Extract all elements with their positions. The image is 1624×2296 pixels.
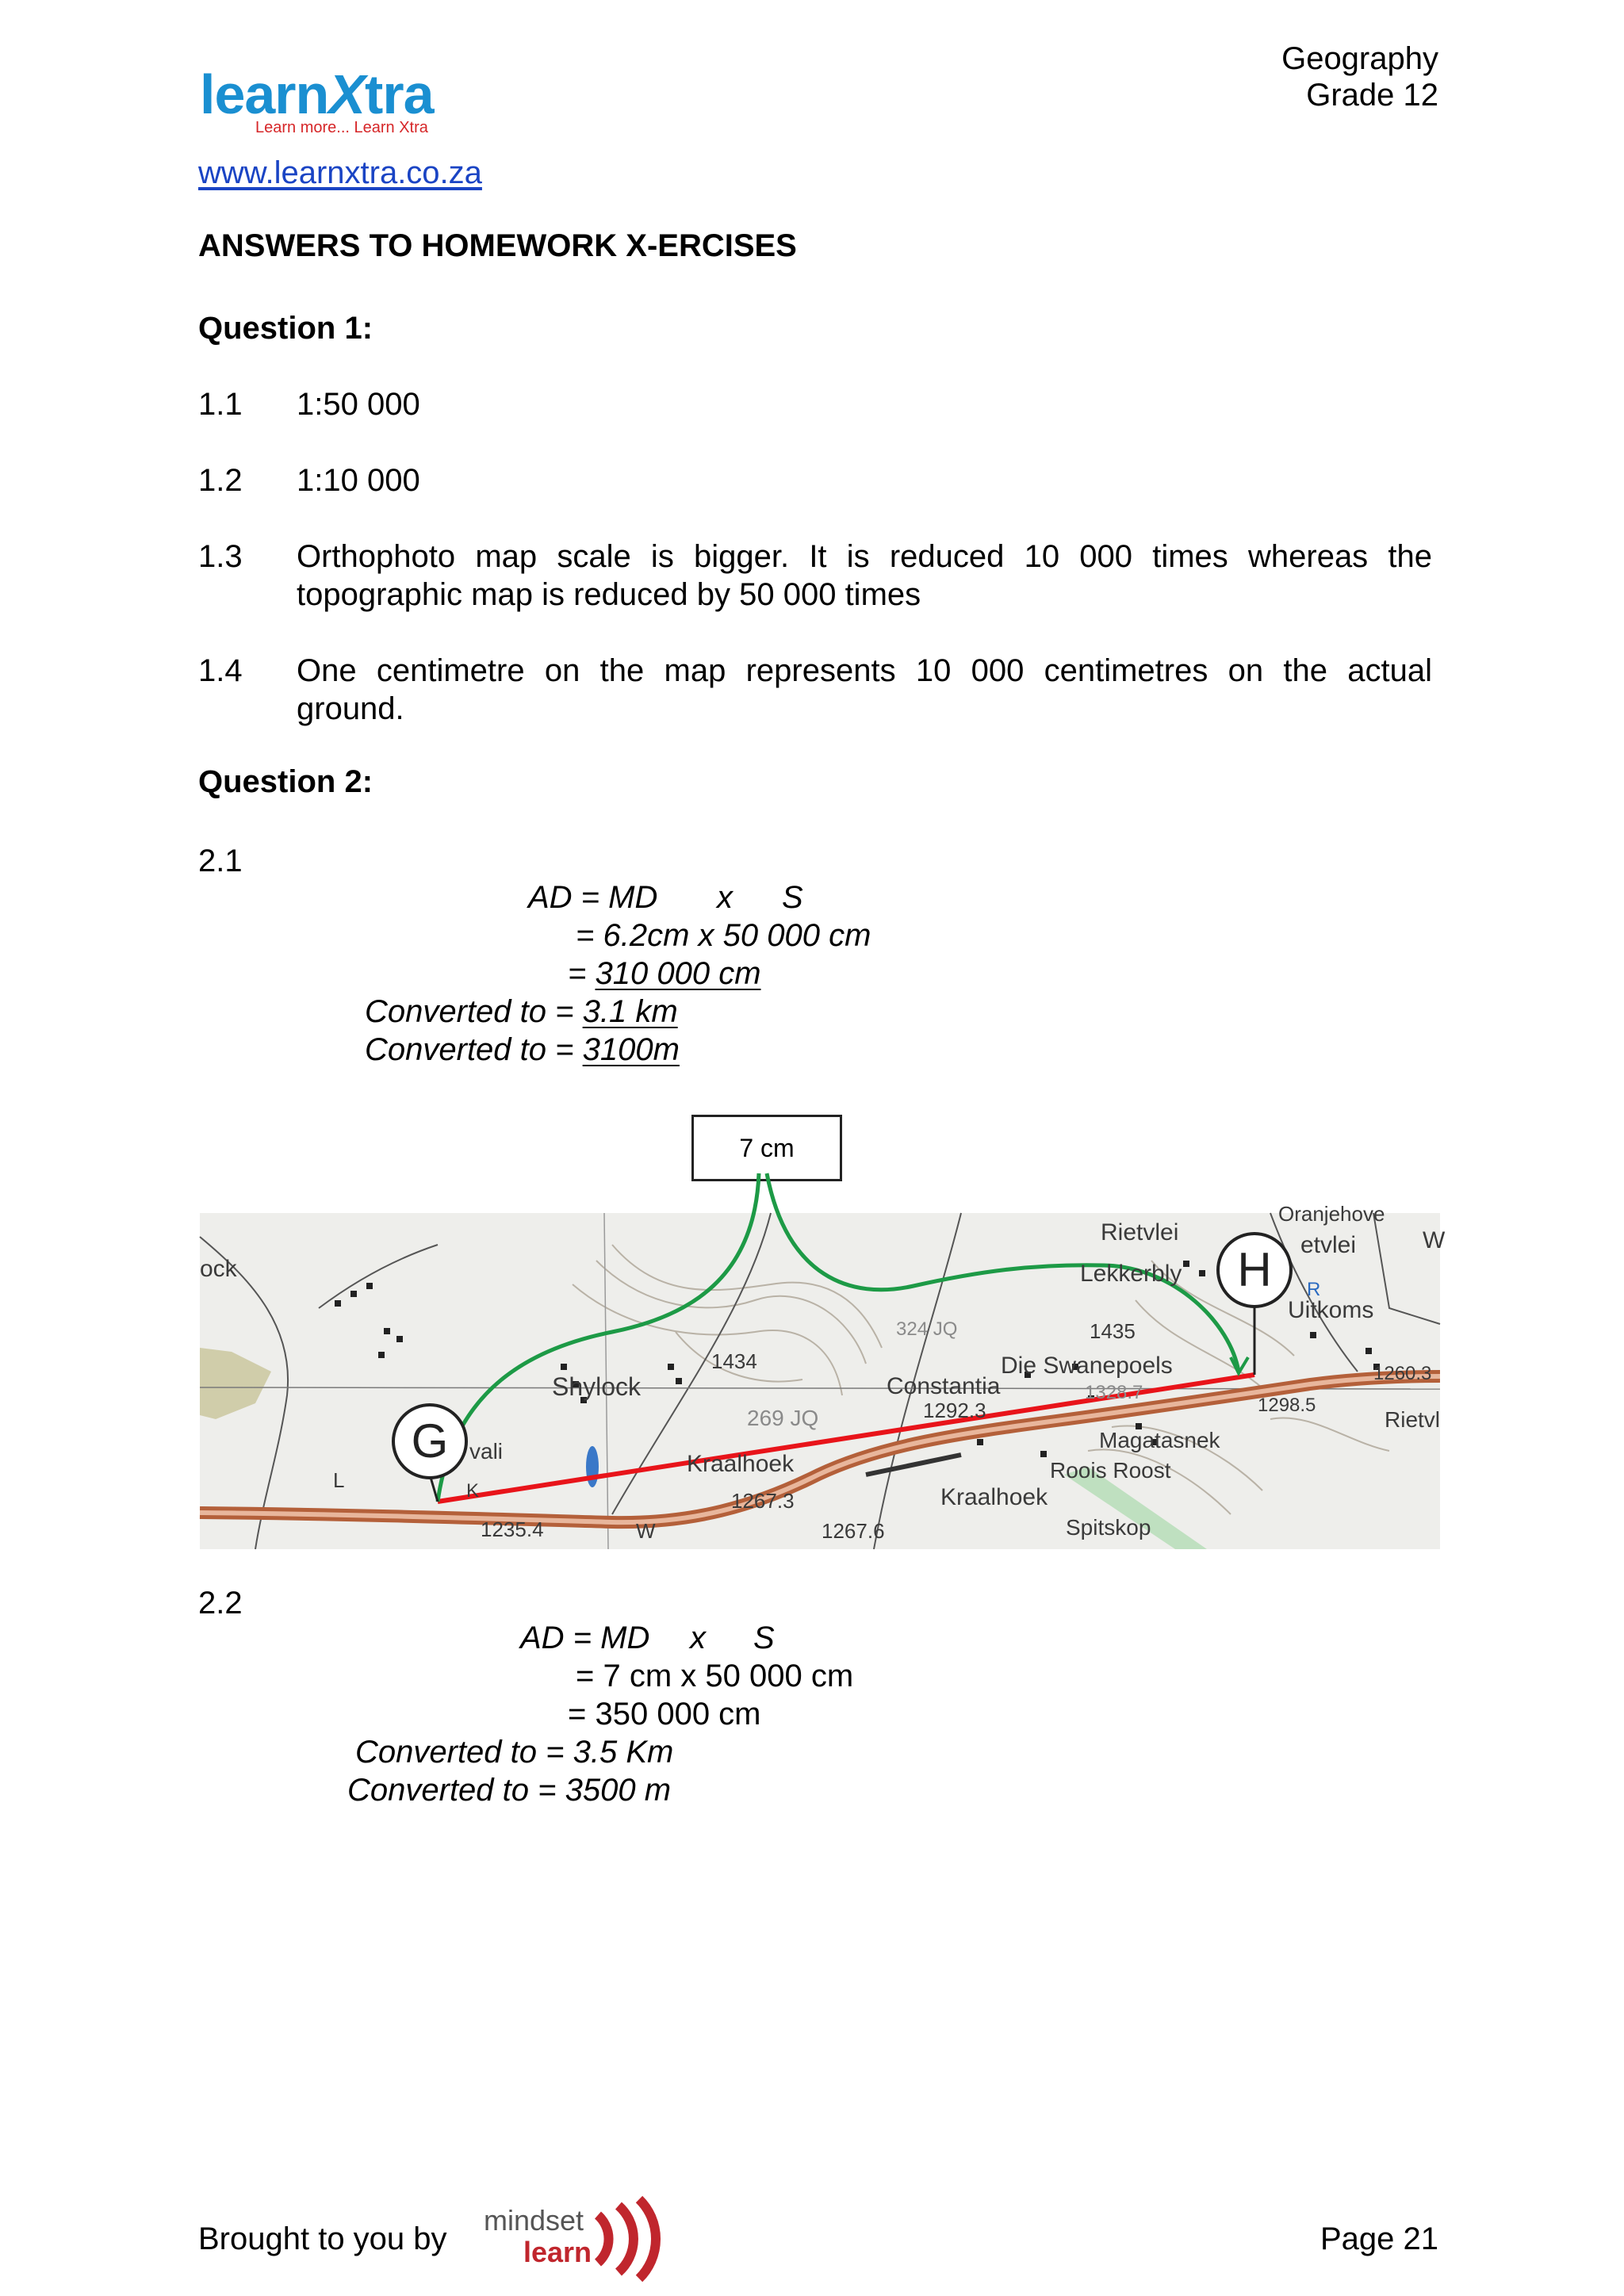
- q1-1-number: 1.1: [198, 387, 243, 422]
- label-magatasnek: Magatasnek: [1099, 1428, 1220, 1452]
- question-2-title: Question 2:: [198, 764, 373, 799]
- label-shylock: Shylock: [552, 1372, 642, 1401]
- q2-1-formula-ad: AD = MD: [528, 880, 658, 915]
- mindset-logo-top: mindset: [484, 2204, 584, 2237]
- q2-2-step2: = 350 000 cm: [568, 1697, 761, 1732]
- label-h1298-5: 1298.5: [1258, 1395, 1316, 1416]
- label-w2: W: [1423, 1227, 1446, 1253]
- q2-1-step2-val: 310 000 cm: [595, 956, 761, 991]
- measure-label-box: 7 cm: [691, 1115, 842, 1181]
- q2-1-number: 2.1: [198, 844, 243, 878]
- q1-2-number: 1.2: [198, 463, 243, 498]
- q1-2-answer: 1:10 000: [297, 463, 420, 498]
- marker-h-letter: H: [1237, 1243, 1272, 1296]
- label-h1328-7: 1328.7: [1085, 1382, 1143, 1403]
- label-h1235-4: 1235.4: [481, 1517, 544, 1541]
- label-swanepoels: Die Swanepoels: [1001, 1353, 1173, 1379]
- q2-2-conv2: Converted to = 3500 m: [347, 1773, 672, 1808]
- footer-brought-to-you: Brought to you by: [198, 2221, 447, 2256]
- q2-1-conv1-val: 3.1 km: [582, 994, 678, 1029]
- label-farm324: 324 JQ: [896, 1318, 958, 1340]
- q2-1-step2: [568, 955, 761, 993]
- learnxtra-logo: [200, 63, 469, 138]
- q2-2-number: 2.2: [198, 1586, 243, 1621]
- label-l: L: [333, 1468, 345, 1492]
- q2-1-conv1-label: Converted to =: [365, 994, 574, 1029]
- logo-word-right: tra: [365, 63, 434, 125]
- label-h1267-6: 1267.6: [822, 1519, 885, 1543]
- website-link[interactable]: www.learnxtra.co.za: [198, 155, 482, 190]
- q1-4-answer-line2: ground.: [297, 691, 404, 726]
- page-number: Page 21: [1320, 2221, 1438, 2256]
- label-ock: ock: [200, 1256, 237, 1282]
- label-rietvlei: Rietvlei: [1101, 1219, 1179, 1246]
- logo-word-x: X: [328, 63, 366, 125]
- marker-g-letter: G: [411, 1414, 449, 1468]
- label-constantia: Constantia: [887, 1373, 1001, 1399]
- q1-3-answer-line2: topographic map is reduced by 50 000 times: [297, 577, 921, 612]
- q2-2-formula-ad: AD = MD: [520, 1621, 650, 1655]
- q2-1-conv1: [365, 993, 678, 1031]
- label-w: W: [636, 1519, 656, 1543]
- label-h1435: 1435: [1090, 1319, 1136, 1343]
- q2-1-formula-s: S: [782, 880, 803, 915]
- label-h1260: 1260.3: [1373, 1363, 1432, 1384]
- label-uitkoms: Uitkoms: [1288, 1297, 1374, 1323]
- subject-label: Geography: [1281, 41, 1438, 76]
- label-rietvl: Rietvl: [1385, 1407, 1441, 1432]
- label-kraalhoek-1: Kraalhoek: [687, 1451, 795, 1477]
- q2-1-conv2-val: 3100m: [582, 1032, 680, 1067]
- small-dam: [586, 1446, 599, 1487]
- label-vali: vali: [469, 1439, 504, 1464]
- q2-1-step1: = 6.2cm x 50 000 cm: [576, 918, 871, 953]
- q1-1-answer: 1:50 000: [297, 387, 420, 422]
- q2-1-conv2-label: Converted to =: [365, 1032, 574, 1067]
- q1-3-answer-line1: Orthophoto map scale is bigger. It is reduced 10 000 times whereas the: [297, 539, 1432, 574]
- q2-1-conv2: [365, 1031, 680, 1069]
- label-etvlei: etvlei: [1300, 1232, 1357, 1258]
- q2-2-formula-x: x: [690, 1621, 706, 1655]
- question-1-title: Question 1:: [198, 311, 373, 346]
- q1-3-number: 1.3: [198, 539, 243, 574]
- mindset-logo-bottom: learn: [523, 2236, 592, 2268]
- label-roois-roost: Roois Roost: [1050, 1458, 1171, 1483]
- topographic-map-extract: [200, 1202, 1446, 1549]
- grade-label: Grade 12: [1306, 78, 1438, 113]
- q2-1-step2-eq: =: [568, 956, 587, 991]
- q1-4-number: 1.4: [198, 653, 243, 688]
- q1-4-answer-line1: One centimetre on the map represents 10 000 centimetres on the actual: [297, 653, 1432, 688]
- label-spitskop: Spitskop: [1066, 1515, 1151, 1540]
- label-h1434: 1434: [711, 1349, 757, 1373]
- label-farm269: 269 JQ: [747, 1406, 819, 1430]
- logo-tagline: Learn more... Learn Xtra: [255, 119, 428, 136]
- q2-1-formula-x: x: [717, 880, 733, 915]
- label-oranjehove: Oranjehove: [1278, 1202, 1385, 1226]
- mindset-logo-waves-icon: [590, 2199, 677, 2279]
- page-heading: ANSWERS TO HOMEWORK X-ERCISES: [198, 228, 797, 263]
- mindset-learn-logo: [484, 2196, 674, 2283]
- label-h1267-3: 1267.3: [731, 1489, 795, 1513]
- label-r: R: [1307, 1279, 1321, 1300]
- q2-2-formula-s: S: [753, 1621, 775, 1655]
- logo-word-left: learn: [200, 63, 329, 125]
- label-lekkerbly: Lekkerbly: [1080, 1261, 1182, 1287]
- label-h1292-3: 1292.3: [923, 1399, 986, 1422]
- q2-2-conv1: Converted to = 3.5 Km: [355, 1735, 674, 1770]
- label-kraalhoek-2: Kraalhoek: [940, 1484, 1048, 1510]
- q2-2-step1: = 7 cm x 50 000 cm: [576, 1659, 854, 1693]
- label-k: K: [466, 1480, 480, 1502]
